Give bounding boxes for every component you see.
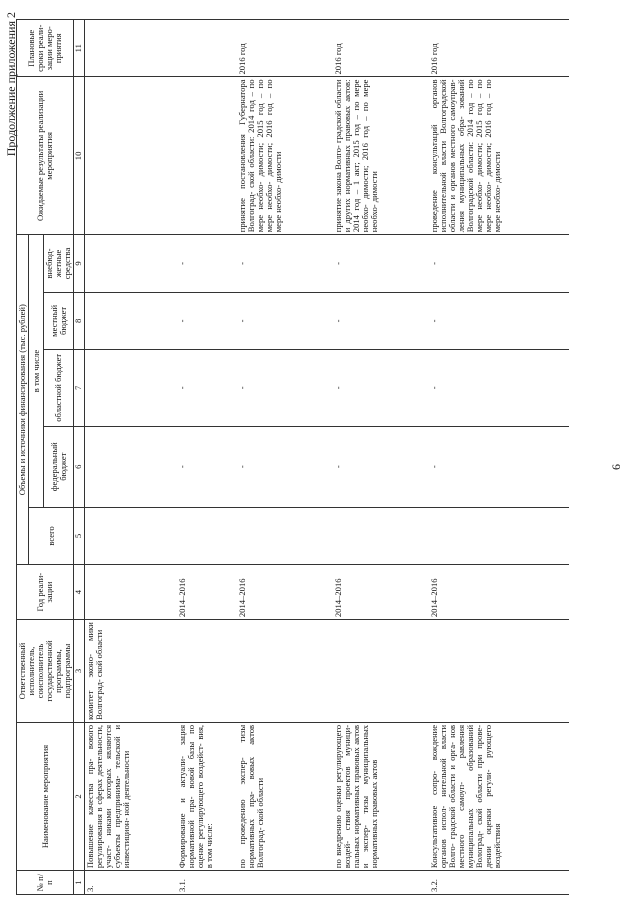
col-number: 10 bbox=[74, 77, 85, 235]
col-number: 5 bbox=[74, 507, 85, 564]
row-deadline bbox=[85, 20, 177, 78]
row-local: - bbox=[333, 292, 429, 349]
row-deadline: 2016 год bbox=[333, 20, 429, 78]
row-local: - bbox=[237, 292, 333, 349]
row-local bbox=[85, 292, 177, 349]
row-regional: - bbox=[237, 350, 333, 426]
row-name: по внедрению оценки регулирующего воздей- ствия проектов муници- пальных нормативных правовых актов и экспер- тизы муниципальных нормативных правовых актов bbox=[333, 722, 429, 870]
row-results: проведение консультаций органов исполнительной власти Волгоградской области и органов местного самоуправ- ления муниципальных обра- зований Волгоградской области: 2014 год – по мере необхо- димости; 2015 год – по мере необхо- димости; 2016 год – по мере необхо- димости bbox=[429, 77, 569, 235]
row-name: Формирование и актуали- зация нормативной пра- вовой базы по оценке регулирующего воздейст- вия, в том числе: bbox=[177, 722, 237, 870]
row-year: 2014–2016 bbox=[429, 565, 569, 620]
row-name: Консультативное сопро- вождение органов испол- нительной власти Волго- градской области и орга- нов местного самоуп- равления муниципальных образований Волоград- ской области при прове- дении оценки регули- рующего воздействия bbox=[429, 722, 569, 870]
row-number: 3. bbox=[85, 871, 177, 895]
row-federal bbox=[85, 426, 177, 507]
row-local: - bbox=[429, 292, 569, 349]
row-deadline: 2016 год bbox=[429, 20, 569, 78]
row-extra: - bbox=[333, 235, 429, 292]
table-row bbox=[177, 20, 237, 895]
header-num: № п/п bbox=[17, 871, 74, 895]
col-number: 8 bbox=[74, 292, 85, 349]
col-number: 1 bbox=[74, 871, 85, 895]
header-regional: областной бюджет bbox=[44, 350, 74, 426]
table-row bbox=[237, 20, 333, 895]
row-number: 3.2. bbox=[429, 871, 569, 895]
row-extra bbox=[85, 235, 177, 292]
row-executor: комитет эконо- мики Волгоград- ской области bbox=[85, 620, 177, 723]
row-name: Повышение качества пра- вового регулирования в сферах деятельности, участ- никами которых являются субъекты предпринима- тельской и инвестицион- ной деятельности bbox=[85, 722, 177, 870]
table-row bbox=[429, 20, 569, 895]
row-regional: - bbox=[177, 350, 237, 426]
row-federal: - bbox=[237, 426, 333, 507]
row-number: 3.1. bbox=[177, 871, 237, 895]
row-total bbox=[85, 507, 177, 564]
header-deadline: Плановые сроки реали- зации меро- приятия bbox=[17, 20, 74, 78]
row-extra: - bbox=[177, 235, 237, 292]
row-year: 2014–2016 bbox=[237, 565, 333, 620]
row-regional: - bbox=[333, 350, 429, 426]
column-numbers-row bbox=[74, 20, 85, 895]
row-executor bbox=[177, 620, 237, 723]
table-row bbox=[333, 20, 429, 895]
continuation-label: Продолжение приложения 2 bbox=[4, 12, 18, 157]
header-incl: в том числе bbox=[29, 235, 44, 508]
row-total bbox=[237, 507, 333, 564]
table-row bbox=[85, 20, 177, 895]
row-federal: - bbox=[333, 426, 429, 507]
header-extra: внебюд- жетные средства bbox=[44, 235, 74, 292]
header-funding: Объемы и источники финансирования (тыс. рублей) bbox=[17, 235, 29, 565]
row-total bbox=[429, 507, 569, 564]
row-number bbox=[333, 871, 429, 895]
row-executor bbox=[429, 620, 569, 723]
row-regional: - bbox=[429, 350, 569, 426]
row-results: принятие постановления Губернатора Волгоград- ской области: 2014 год – по мере необхо- димости; 2015 год – по мере необхо- димости; 2016 год – по мере необхо- димости bbox=[237, 77, 333, 235]
header-local: местный бюджет bbox=[44, 292, 74, 349]
col-number: 7 bbox=[74, 350, 85, 426]
row-year: 2014–2016 bbox=[177, 565, 237, 620]
row-local: - bbox=[177, 292, 237, 349]
row-results bbox=[177, 77, 237, 235]
row-results: принятие закона Волго- градской области и других нормативных правовых актов: 2014 год – 1 акт; 2015 год – по мере необхо- димости; 2016 год – по мере необхо- димости bbox=[333, 77, 429, 235]
header-year: Год реали- зации bbox=[17, 565, 74, 620]
row-number bbox=[237, 871, 333, 895]
col-number: 3 bbox=[74, 620, 85, 723]
header-federal: федеральный бюджет bbox=[44, 426, 74, 507]
row-extra: - bbox=[429, 235, 569, 292]
col-number: 4 bbox=[74, 565, 85, 620]
col-number: 6 bbox=[74, 426, 85, 507]
row-year: 2014–2016 bbox=[333, 565, 429, 620]
row-year bbox=[85, 565, 177, 620]
header-name: Наименование мероприятия bbox=[17, 722, 74, 870]
row-federal: - bbox=[429, 426, 569, 507]
col-number: 2 bbox=[74, 722, 85, 870]
program-table bbox=[16, 19, 569, 895]
col-number: 11 bbox=[74, 20, 85, 78]
row-extra: - bbox=[237, 235, 333, 292]
col-number: 9 bbox=[74, 235, 85, 292]
row-federal: - bbox=[177, 426, 237, 507]
header-results: Ожидаемые результаты реализации мероприятия bbox=[17, 77, 74, 235]
row-executor bbox=[237, 620, 333, 723]
row-deadline: 2016 год bbox=[237, 20, 333, 78]
row-executor bbox=[333, 620, 429, 723]
row-regional bbox=[85, 350, 177, 426]
row-total bbox=[177, 507, 237, 564]
row-deadline bbox=[177, 20, 237, 78]
row-results bbox=[85, 77, 177, 235]
page-number: 6 bbox=[609, 464, 623, 470]
row-name: по проведению экспер- тизы нормативных пра- вовых актов Волгоград- ской области bbox=[237, 722, 333, 870]
header-executor: Ответственный исполнитель, соисполнитель государственной программы, подпрограммы bbox=[17, 620, 74, 723]
header-row-1 bbox=[17, 20, 29, 895]
row-total bbox=[333, 507, 429, 564]
header-total: всего bbox=[29, 507, 74, 564]
